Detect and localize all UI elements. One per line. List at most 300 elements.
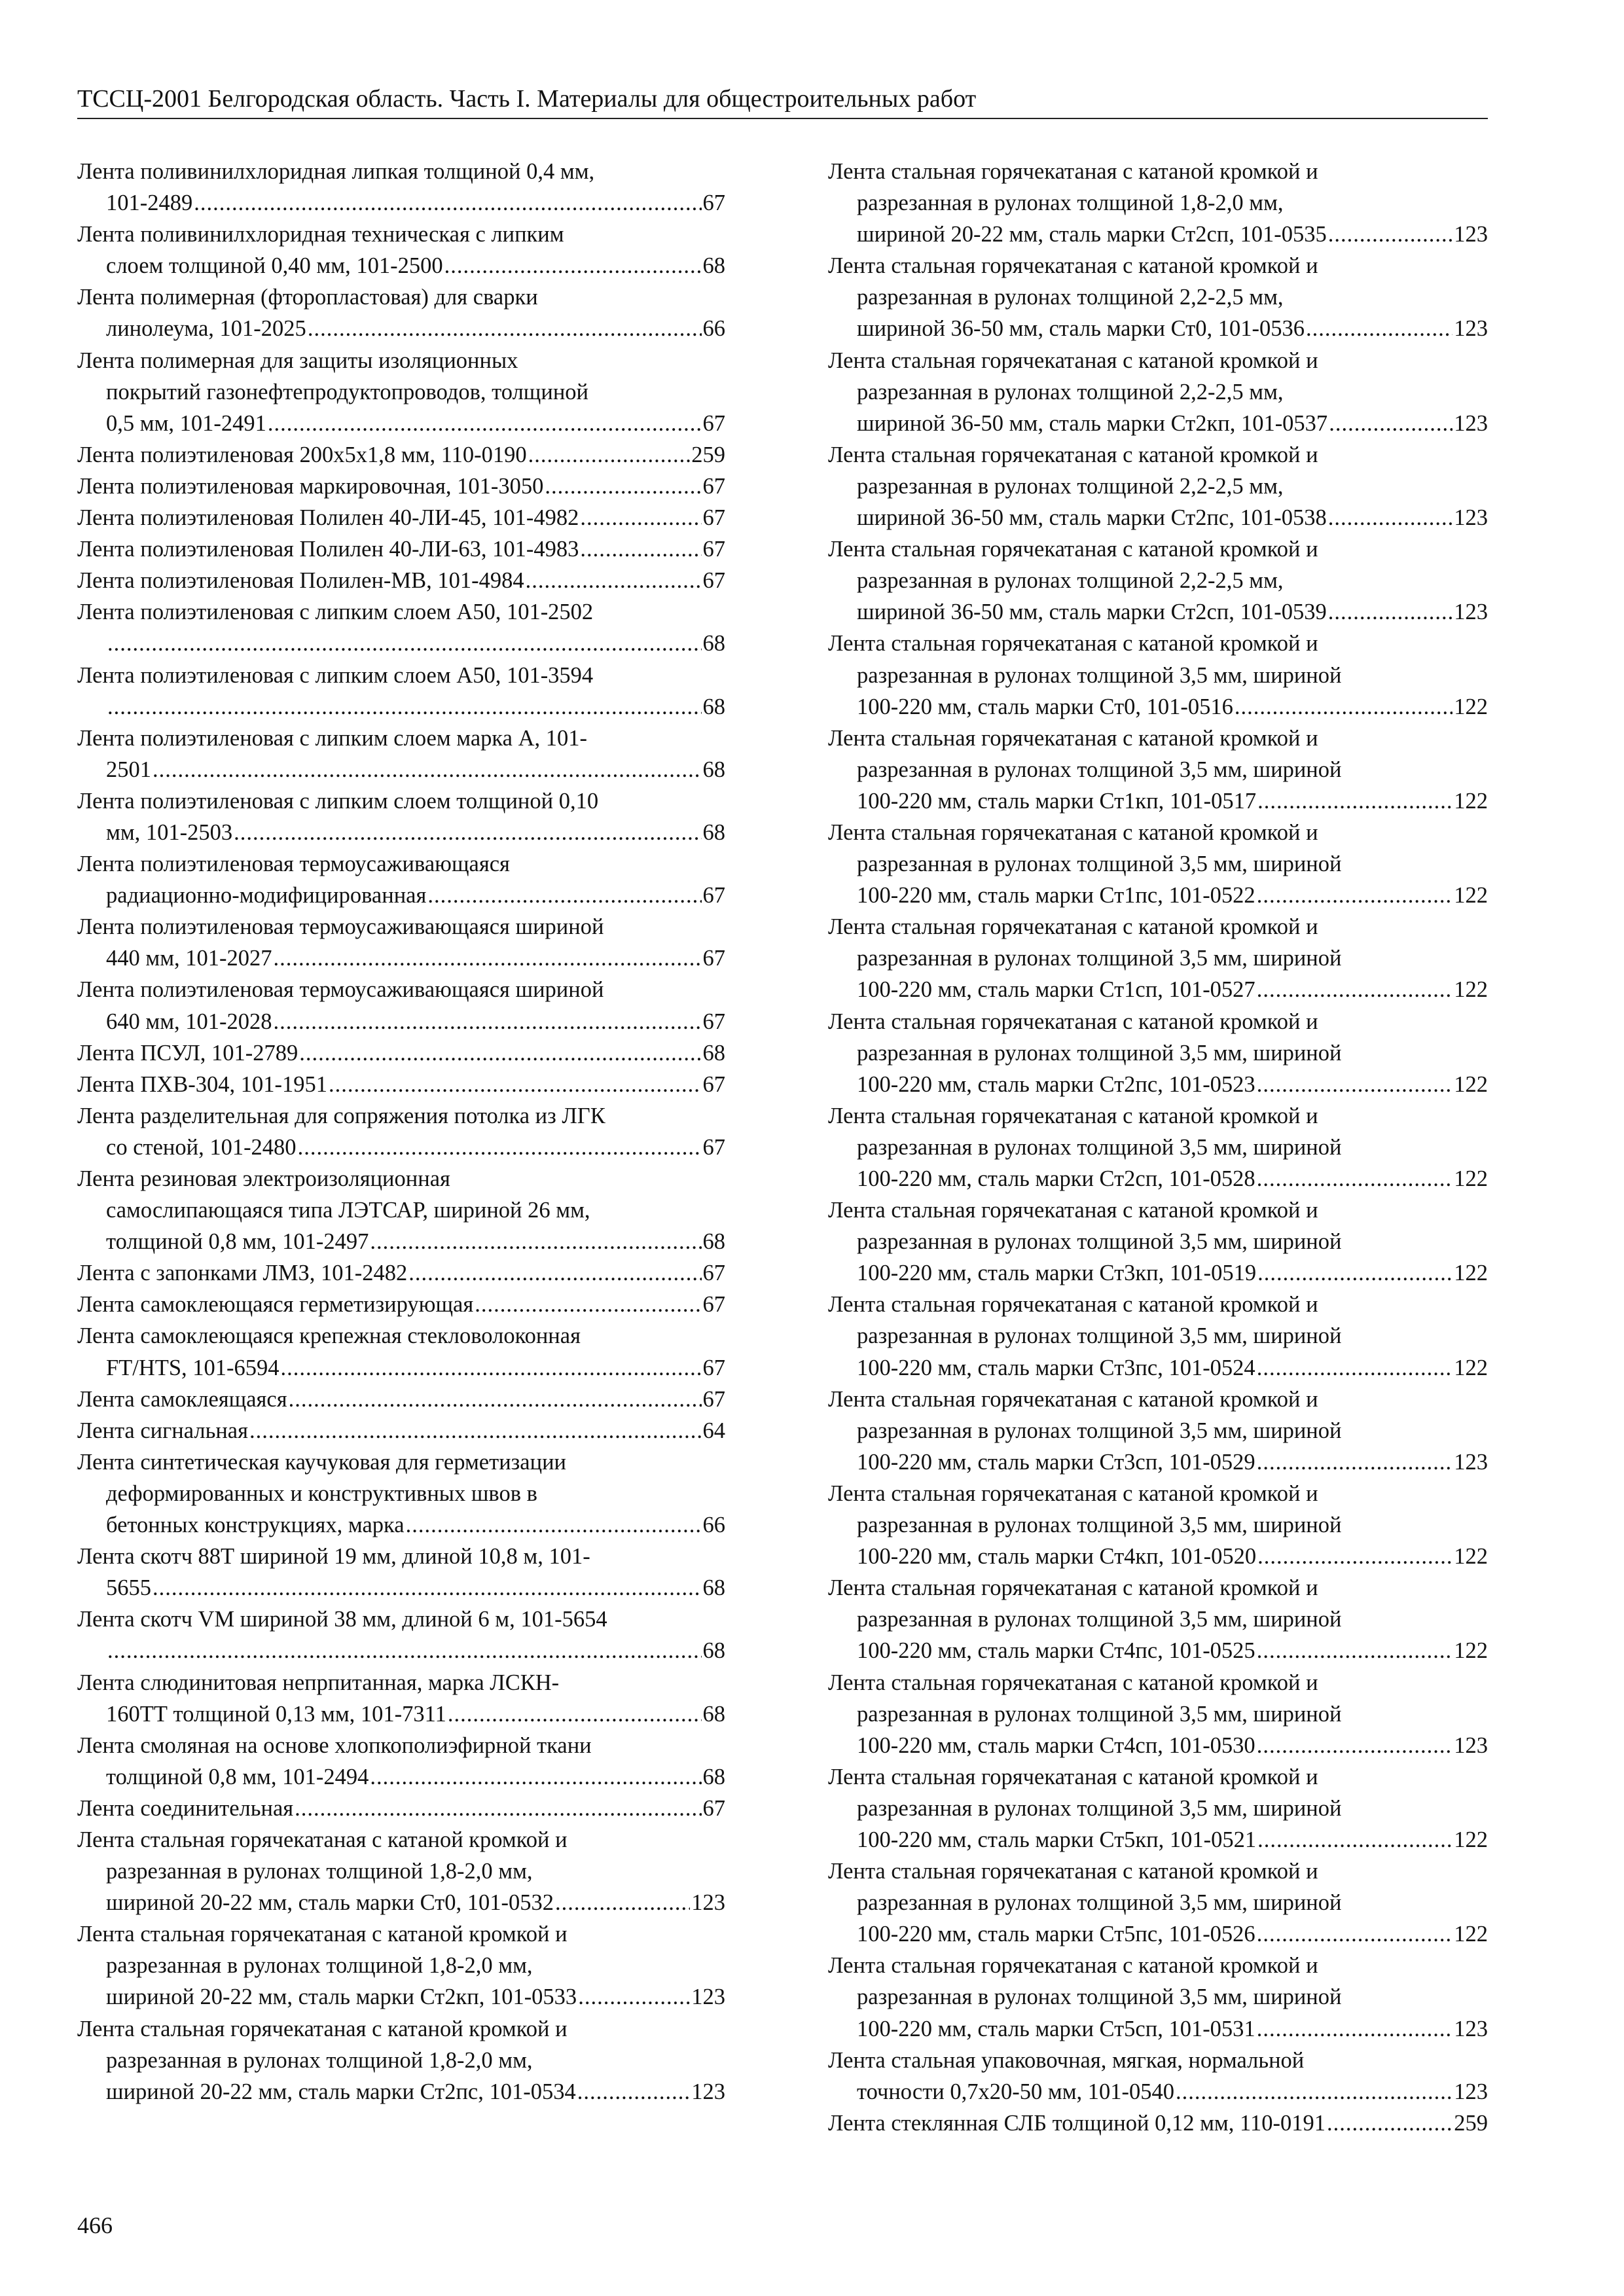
page-reference: 123: [691, 1890, 725, 1916]
page-reference: 64: [702, 1418, 725, 1443]
index-entry: [77, 1446, 725, 1541]
dot-leader: [580, 533, 701, 565]
dot-leader: [1257, 1446, 1453, 1478]
dot-leader: [194, 187, 701, 219]
entry-text-line: мм, 101-2503: [106, 819, 233, 845]
entry-text-line: Лента стальная горячекатаная с катаной кромкой и: [828, 1953, 1318, 1979]
entry-text-line: разрезанная в рулонах толщиной 3,5 мм, шириной: [857, 1890, 1342, 1916]
entry-page-line: [77, 1352, 725, 1384]
entry-page-line: [77, 1698, 725, 1730]
page-reference: 68: [702, 1040, 725, 1066]
entry-text-line: Лента полиэтиленовая с липким слоем марка А, 101-: [77, 725, 588, 751]
page-reference: 123: [691, 2079, 725, 2104]
entry-text-line: Лента стеклянная СЛБ толщиной 0,12 мм, 110-0191: [828, 2110, 1326, 2136]
entry-text-line: Лента стальная горячекатаная с катаной кромкой и: [828, 348, 1318, 373]
page-reference: 68: [702, 757, 725, 782]
entry-text-line: Лента полиэтиленовая термоусаживающаяся шириной: [77, 977, 604, 1003]
dot-leader: [1306, 313, 1453, 344]
page-reference: 123: [1454, 600, 1488, 625]
index-column-right: [828, 156, 1488, 2139]
entry-text-line: Лента ПХВ-304, 101-1951: [77, 1071, 327, 1097]
page-reference: 67: [702, 1355, 725, 1380]
page-reference: 67: [702, 1386, 725, 1412]
entry-text-line: Лента разделительная для сопряжения потолка из ЛГК: [77, 1103, 605, 1128]
entry-text-line: шириной 20-22 мм, сталь марки Ст2кп, 101-0533: [106, 1984, 577, 2010]
page-reference: 122: [1454, 1827, 1488, 1852]
entry-text-line: Лента скотч VM шириной 38 мм, длиной 6 м, 101-5654: [77, 1607, 607, 1632]
entry-text-line: Лента полиэтиленовая маркировочная, 101-3050: [77, 473, 544, 499]
entry-page-line: [828, 1541, 1488, 1572]
entry-text-line: Лента стальная горячекатаная с катаной кромкой и: [828, 725, 1318, 751]
dot-leader: [1257, 880, 1453, 911]
entry-page-line: [77, 1415, 725, 1446]
page-reference: 122: [1454, 1544, 1488, 1570]
entry-text-line: разрезанная в рулонах толщиной 3,5 мм, шириной: [857, 1795, 1342, 1821]
entry-text-line: слоем толщиной 0,40 мм, 101-2500: [106, 253, 443, 279]
index-entry: [828, 1006, 1488, 1100]
entry-page-line: [828, 219, 1488, 250]
entry-text-line: Лента с запонками ЛМЗ, 101-2482: [77, 1261, 408, 1286]
dot-leader: [153, 754, 702, 785]
dot-leader: [555, 1887, 690, 1918]
index-entry: [828, 1384, 1488, 1478]
dot-leader: [1257, 1824, 1453, 1856]
index-entry: [828, 1950, 1488, 2044]
entry-page-line: [77, 1289, 725, 1320]
entry-text-line: Лента стальная горячекатаная с катаной кромкой и: [77, 1922, 568, 1947]
index-entry: [828, 1478, 1488, 1572]
entry-page-line: [828, 691, 1488, 723]
dot-leader: [526, 565, 702, 596]
entry-text-line: Лента стальная горячекатаная с катаной кромкой и: [828, 1198, 1318, 1223]
dot-leader: [249, 1415, 702, 1446]
page-reference: 67: [702, 946, 725, 971]
index-entry: [77, 1730, 725, 1793]
page-reference: 67: [702, 1134, 725, 1160]
dot-leader: [1257, 1352, 1453, 1384]
entry-page-line: [77, 313, 725, 344]
dot-leader: [528, 439, 691, 471]
dot-leader: [298, 1132, 702, 1163]
page-reference: 259: [1454, 2110, 1488, 2136]
entry-text-line: Лента поливинилхлоридная техническая с липким: [77, 222, 564, 247]
running-header: ТССЦ-2001 Белгородская область. Часть I. Материалы для общестроительных работ: [77, 84, 1488, 119]
page-reference: 68: [702, 1229, 725, 1255]
entry-page-line: [77, 1257, 725, 1289]
dot-leader: [475, 1289, 701, 1320]
entry-text-line: Лента стальная горячекатаная с катаной кромкой и: [77, 2016, 568, 2041]
page-reference: 123: [1454, 222, 1488, 247]
entry-text-line: Лента резиновая электроизоляционная: [77, 1166, 450, 1191]
page-reference: 123: [1454, 1732, 1488, 1758]
entry-text-line: разрезанная в рулонах толщиной 3,5 мм, шириной: [857, 757, 1342, 782]
page-reference: 67: [702, 568, 725, 594]
page-reference: 123: [1454, 410, 1488, 436]
index-entry: [77, 1289, 725, 1320]
entry-text-line: Лента полиэтиленовая Полилен-МВ, 101-4984: [77, 568, 524, 594]
dot-leader: [299, 1037, 701, 1069]
page-reference: 67: [702, 190, 725, 216]
index-entry: [77, 660, 725, 723]
page-reference: 122: [1454, 1166, 1488, 1191]
entry-text-line: шириной 36-50 мм, сталь марки Ст2пс, 101-0538: [857, 505, 1327, 531]
index-entry: [77, 219, 725, 281]
index-entry: [77, 1163, 725, 1257]
page-reference: 68: [702, 253, 725, 279]
page-reference: 68: [702, 1764, 725, 1789]
entry-page-line: [828, 880, 1488, 911]
entry-page-line: [77, 880, 725, 911]
dot-leader: [1176, 2076, 1453, 2108]
entry-text-line: Лента полимерная (фторопластовая) для сварки: [77, 285, 538, 310]
entry-text-line: 100-220 мм, сталь марки Ст5пс, 101-0526: [857, 1922, 1255, 1947]
index-entry: [77, 1667, 725, 1730]
dot-leader: [1257, 1069, 1453, 1100]
entry-text-line: Лента стальная горячекатаная с катаной кромкой и: [828, 819, 1318, 845]
entry-text-line: 100-220 мм, сталь марки Ст0, 101-0516: [857, 694, 1233, 719]
dot-leader: [545, 471, 701, 502]
dot-leader: [1328, 596, 1453, 628]
page-reference: 122: [1454, 788, 1488, 814]
entry-page-line: [828, 1352, 1488, 1384]
entry-text-line: толщиной 0,8 мм, 101-2494: [106, 1764, 369, 1789]
dot-leader: [448, 1698, 702, 1730]
dot-leader: [1257, 1257, 1453, 1289]
dot-leader: [329, 1069, 702, 1100]
entry-page-line: [828, 1824, 1488, 1856]
index-entry: [77, 1824, 725, 1918]
index-entry: [828, 1856, 1488, 1950]
entry-text-line: 100-220 мм, сталь марки Ст2сп, 101-0528: [857, 1166, 1255, 1191]
entry-text-line: Лента стальная горячекатаная с катаной кромкой и: [828, 1575, 1318, 1601]
index-entry: [828, 1761, 1488, 1856]
entry-text-line: Лента смоляная на основе хлопкополиэфирной ткани: [77, 1732, 592, 1758]
dot-leader: [1257, 1730, 1453, 1761]
entry-text-line: 2501: [106, 757, 151, 782]
dot-leader: [1257, 2013, 1453, 2045]
entry-page-line: [77, 1572, 725, 1604]
index-entry: [77, 439, 725, 471]
dot-leader: [444, 250, 702, 281]
dot-leader: [1257, 1918, 1453, 1950]
page-reference: 123: [1454, 1449, 1488, 1475]
entry-text-line: 100-220 мм, сталь марки Ст3пс, 101-0524: [857, 1355, 1255, 1380]
dot-leader: [370, 1226, 701, 1257]
index-entry: [77, 848, 725, 911]
entry-text-line: Лента слюдинитовая непрпитанная, марка ЛСКН-: [77, 1670, 560, 1695]
entry-page-line: [77, 1226, 725, 1257]
entry-text-line: 100-220 мм, сталь марки Ст5кп, 101-0521: [857, 1827, 1257, 1852]
dot-leader: [274, 1006, 702, 1037]
entry-page-line: [77, 471, 725, 502]
entry-text-line: Лента полиэтиленовая 200х5х1,8 мм, 110-0190: [77, 442, 527, 467]
entry-text-line: Лента полиэтиленовая термоусаживающаяся шириной: [77, 914, 604, 940]
entry-text-line: 440 мм, 101-2027: [106, 946, 272, 971]
entry-page-line: [77, 754, 725, 785]
index-entry: [77, 471, 725, 502]
dot-leader: [234, 817, 701, 848]
entry-page-line: [77, 817, 725, 848]
page-reference: 122: [1454, 1071, 1488, 1097]
index-entry: [828, 2108, 1488, 2139]
entry-page-line: [828, 1730, 1488, 1761]
page-reference: 259: [691, 442, 725, 467]
page-reference: 122: [1454, 1261, 1488, 1286]
entry-page-line: [828, 1257, 1488, 1289]
dot-leader: [408, 1257, 701, 1289]
entry-text-line: Лента стальная горячекатаная с катаной кромкой и: [828, 537, 1318, 562]
index-entry: [77, 1604, 725, 1666]
entry-page-line: [77, 187, 725, 219]
entry-text-line: Лента стальная горячекатаная с катаной кромкой и: [828, 631, 1318, 656]
entry-text-line: Лента стальная горячекатаная с катаной кромкой и: [828, 442, 1318, 467]
entry-text-line: Лента стальная горячекатаная с катаной кромкой и: [828, 1386, 1318, 1412]
entry-page-line: [77, 1384, 725, 1415]
entry-text-line: со стеной, 101-2480: [106, 1134, 297, 1160]
entry-page-line: [77, 1132, 725, 1163]
entry-text-line: разрезанная в рулонах толщиной 3,5 мм, шириной: [857, 1607, 1342, 1632]
index-entry: [828, 1572, 1488, 1666]
entry-page-line: [77, 628, 725, 659]
page-reference: 68: [702, 1638, 725, 1664]
entry-text-line: покрытий газонефтепродуктопроводов, толщиной: [106, 379, 589, 404]
dot-leader: [577, 2076, 691, 2108]
entry-text-line: Лента стальная горячекатаная с катаной кромкой и: [828, 914, 1318, 940]
entry-text-line: Лента синтетическая каучуковая для герметизации: [77, 1449, 566, 1475]
entry-text-line: разрезанная в рулонах толщиной 1,8-2,0 мм,: [106, 1859, 533, 1884]
entry-text-line: разрезанная в рулонах толщиной 2,2-2,5 мм,: [857, 473, 1284, 499]
entry-page-line: [77, 1069, 725, 1100]
page-reference: 67: [702, 473, 725, 499]
entry-page-line: [77, 1793, 725, 1824]
dot-leader: [1328, 219, 1453, 250]
entry-text-line: разрезанная в рулонах толщиной 3,5 мм, шириной: [857, 1134, 1342, 1160]
page-reference: 68: [702, 1575, 725, 1601]
entry-page-line: [828, 313, 1488, 344]
entry-page-line: [828, 2013, 1488, 2045]
entry-text-line: Лента стальная горячекатаная с катаной кромкой и: [828, 1103, 1318, 1128]
entry-text-line: разрезанная в рулонах толщиной 2,2-2,5 мм,: [857, 379, 1284, 404]
entry-text-line: 5655: [106, 1575, 151, 1601]
entry-text-line: разрезанная в рулонах толщиной 3,5 мм, шириной: [857, 662, 1342, 688]
page-reference: 66: [702, 316, 725, 342]
dot-leader: [427, 880, 701, 911]
page-reference: 67: [702, 1009, 725, 1034]
entry-text-line: 101-2489: [106, 190, 193, 216]
entry-text-line: Лента стальная горячекатаная с катаной кромкой и: [77, 1827, 568, 1852]
page-reference: 67: [702, 1292, 725, 1318]
entry-text-line: линолеума, 101-2025: [106, 316, 306, 342]
index-entry: [828, 723, 1488, 817]
entry-page-line: [828, 1918, 1488, 1950]
entry-page-line: [77, 1761, 725, 1793]
entry-text-line: 100-220 мм, сталь марки Ст1кп, 101-0517: [857, 788, 1257, 814]
dot-leader: [1257, 1635, 1453, 1666]
entry-text-line: Лента стальная горячекатаная с катаной кромкой и: [828, 159, 1318, 184]
entry-text-line: Лента полиэтиленовая с липким слоем А50, 101-2502: [77, 600, 594, 625]
index-entry: [77, 723, 725, 785]
entry-text-line: разрезанная в рулонах толщиной 3,5 мм, шириной: [857, 852, 1342, 877]
page-reference: 123: [1454, 316, 1488, 342]
entry-text-line: Лента стальная горячекатаная с катаной кромкой и: [828, 253, 1318, 279]
entry-text-line: 100-220 мм, сталь марки Ст3кп, 101-0519: [857, 1261, 1257, 1286]
page-reference: 67: [702, 537, 725, 562]
entry-text-line: FT/HTS, 101-6594: [106, 1355, 280, 1380]
index-entry: [828, 533, 1488, 628]
entry-text-line: 100-220 мм, сталь марки Ст4сп, 101-0530: [857, 1732, 1255, 1758]
entry-text-line: 100-220 мм, сталь марки Ст2пс, 101-0523: [857, 1071, 1255, 1097]
entry-text-line: деформированных и конструктивных швов в: [106, 1480, 537, 1506]
entry-text-line: Лента соединительная: [77, 1795, 294, 1821]
index-entry: [77, 502, 725, 533]
index-entry: [77, 1069, 725, 1100]
index-entry: [828, 1667, 1488, 1761]
entry-text-line: Лента самоклеющаяся герметизирующая: [77, 1292, 474, 1318]
dot-leader: [1328, 502, 1453, 533]
entry-page-line: [828, 785, 1488, 817]
entry-text-line: Лента самоклеящаяся: [77, 1386, 287, 1412]
page-reference: 68: [702, 631, 725, 656]
dot-leader: [153, 1572, 702, 1604]
dot-leader: [1235, 691, 1453, 723]
index-entry: [828, 817, 1488, 911]
index-entry: [828, 1194, 1488, 1289]
dot-leader: [1257, 785, 1453, 817]
index-entry: [77, 1257, 725, 1289]
index-entry: [77, 533, 725, 565]
entry-page-line: [77, 250, 725, 281]
page-reference: 68: [702, 1701, 725, 1727]
entry-text-line: 100-220 мм, сталь марки Ст1пс, 101-0522: [857, 883, 1255, 908]
entry-text-line: шириной 36-50 мм, сталь марки Ст2кп, 101-0537: [857, 410, 1328, 436]
entry-text-line: шириной 20-22 мм, сталь марки Ст2пс, 101-0534: [106, 2079, 576, 2104]
entry-text-line: 100-220 мм, сталь марки Ст4кп, 101-0520: [857, 1544, 1257, 1570]
entry-text-line: разрезанная в рулонах толщиной 3,5 мм, шириной: [857, 1229, 1342, 1255]
entry-text-line: Лента скотч 88Т шириной 19 мм, длиной 10,8 м, 101-: [77, 1544, 590, 1570]
entry-text-line: разрезанная в рулонах толщиной 3,5 мм, шириной: [857, 1323, 1342, 1349]
entry-text-line: Лента полиэтиленовая с липким слоем толщиной 0,10: [77, 788, 599, 814]
entry-text-line: Лента ПСУЛ, 101-2789: [77, 1040, 298, 1066]
entry-text-line: самослипающаяся типа ЛЭТСАР, шириной 26 мм,: [106, 1198, 590, 1223]
index-entry: [77, 974, 725, 1037]
entry-text-line: разрезанная в рулонах толщиной 3,5 мм, шириной: [857, 946, 1342, 971]
index-entry: [828, 628, 1488, 722]
entry-page-line: [77, 1981, 725, 2013]
dot-leader: [107, 1635, 702, 1666]
page-reference: 68: [702, 819, 725, 845]
entry-page-line: [828, 1069, 1488, 1100]
entry-text-line: радиационно-модифицированная: [106, 883, 427, 908]
entry-page-line: [828, 596, 1488, 628]
dot-leader: [268, 408, 702, 439]
page-reference: 123: [1454, 2016, 1488, 2041]
entry-text-line: разрезанная в рулонах толщиной 1,8-2,0 мм,: [106, 2047, 533, 2073]
entry-text-line: Лента полимерная для защиты изоляционных: [77, 348, 518, 373]
dot-leader: [289, 1384, 702, 1415]
page-reference: 67: [702, 505, 725, 531]
entry-page-line: [77, 691, 725, 723]
entry-page-line: [828, 1163, 1488, 1194]
entry-text-line: Лента стальная горячекатаная с катаной кромкой и: [828, 1670, 1318, 1695]
index-entry: [828, 250, 1488, 344]
entry-text-line: шириной 20-22 мм, сталь марки Ст0, 101-0532: [106, 1890, 554, 1916]
dot-leader: [308, 313, 702, 344]
entry-page-line: [828, 502, 1488, 533]
dot-leader: [281, 1352, 702, 1384]
entry-text-line: 640 мм, 101-2028: [106, 1009, 272, 1034]
entry-text-line: 160ТТ толщиной 0,13 мм, 101-7311: [106, 1701, 446, 1727]
entry-text-line: толщиной 0,8 мм, 101-2497: [106, 1229, 369, 1255]
entry-text-line: Лента поливинилхлоридная липкая толщиной 0,4 мм,: [77, 159, 595, 184]
index-entry: [77, 596, 725, 659]
dot-leader: [1257, 1163, 1453, 1194]
entry-text-line: шириной 36-50 мм, сталь марки Ст2сп, 101-0539: [857, 600, 1327, 625]
dot-leader: [580, 502, 701, 533]
entry-page-line: [77, 408, 725, 439]
entry-text-line: Лента самоклеющаяся крепежная стекловолоконная: [77, 1323, 581, 1349]
index-entry: [77, 1541, 725, 1604]
entry-page-line: [77, 502, 725, 533]
dot-leader: [1329, 408, 1453, 439]
index-entry: [828, 911, 1488, 1005]
index-entry: [77, 345, 725, 439]
entry-text-line: Лента полиэтиленовая Полилен 40-ЛИ-63, 101-4983: [77, 537, 579, 562]
index-entry: [77, 1037, 725, 1069]
entry-text-line: Лента полиэтиленовая с липким слоем А50, 101-3594: [77, 662, 594, 688]
page-reference: 122: [1454, 1922, 1488, 1947]
entry-page-line: [77, 2076, 725, 2108]
dot-leader: [274, 942, 702, 974]
entry-text-line: 100-220 мм, сталь марки Ст5сп, 101-0531: [857, 2016, 1255, 2041]
page-reference: 122: [1454, 977, 1488, 1003]
index-entry: [77, 565, 725, 596]
entry-page-line: [77, 1037, 725, 1069]
dot-leader: [578, 1981, 690, 2013]
page-reference: 123: [691, 1984, 725, 2010]
entry-text-line: Лента стальная горячекатаная с катаной кромкой и: [828, 1292, 1318, 1318]
index-entry: [77, 156, 725, 219]
index-entry: [828, 345, 1488, 439]
entry-text-line: 0,5 мм, 101-2491: [106, 410, 266, 436]
entry-text-line: Лента полиэтиленовая Полилен 40-ЛИ-45, 101-4982: [77, 505, 579, 531]
dot-leader: [107, 691, 702, 723]
index-entry: [77, 911, 725, 974]
entry-text-line: 100-220 мм, сталь марки Ст4пс, 101-0525: [857, 1638, 1255, 1664]
entry-text-line: 100-220 мм, сталь марки Ст1сп, 101-0527: [857, 977, 1255, 1003]
page-reference: 66: [702, 1513, 725, 1538]
entry-page-line: [828, 2076, 1488, 2108]
page-reference: 67: [702, 1795, 725, 1821]
page-reference: 123: [1454, 505, 1488, 531]
entry-text-line: шириной 20-22 мм, сталь марки Ст2сп, 101-0535: [857, 222, 1327, 247]
index-entry: [77, 1415, 725, 1446]
entry-text-line: Лента сигнальная: [77, 1418, 248, 1443]
index-entry: [828, 1100, 1488, 1194]
page-reference: 67: [702, 1261, 725, 1286]
page-reference: 122: [1454, 883, 1488, 908]
entry-text-line: Лента стальная упаковочная, мягкая, нормальной: [828, 2047, 1305, 2073]
entry-text-line: разрезанная в рулонах толщиной 1,8-2,0 мм,: [857, 190, 1284, 216]
index-entry: [77, 1320, 725, 1383]
entry-text-line: бетонных конструкциях, марка: [106, 1513, 405, 1538]
entry-page-line: [828, 1446, 1488, 1478]
entry-page-line: [77, 1006, 725, 1037]
entry-text-line: разрезанная в рулонах толщиной 3,5 мм, шириной: [857, 1418, 1342, 1443]
entry-text-line: разрезанная в рулонах толщиной 2,2-2,5 мм,: [857, 285, 1284, 310]
index-entry: [77, 1793, 725, 1824]
entry-text-line: Лента стальная горячекатаная с катаной кромкой и: [828, 1859, 1318, 1884]
entry-text-line: Лента стальная горячекатаная с катаной кромкой и: [828, 1009, 1318, 1034]
